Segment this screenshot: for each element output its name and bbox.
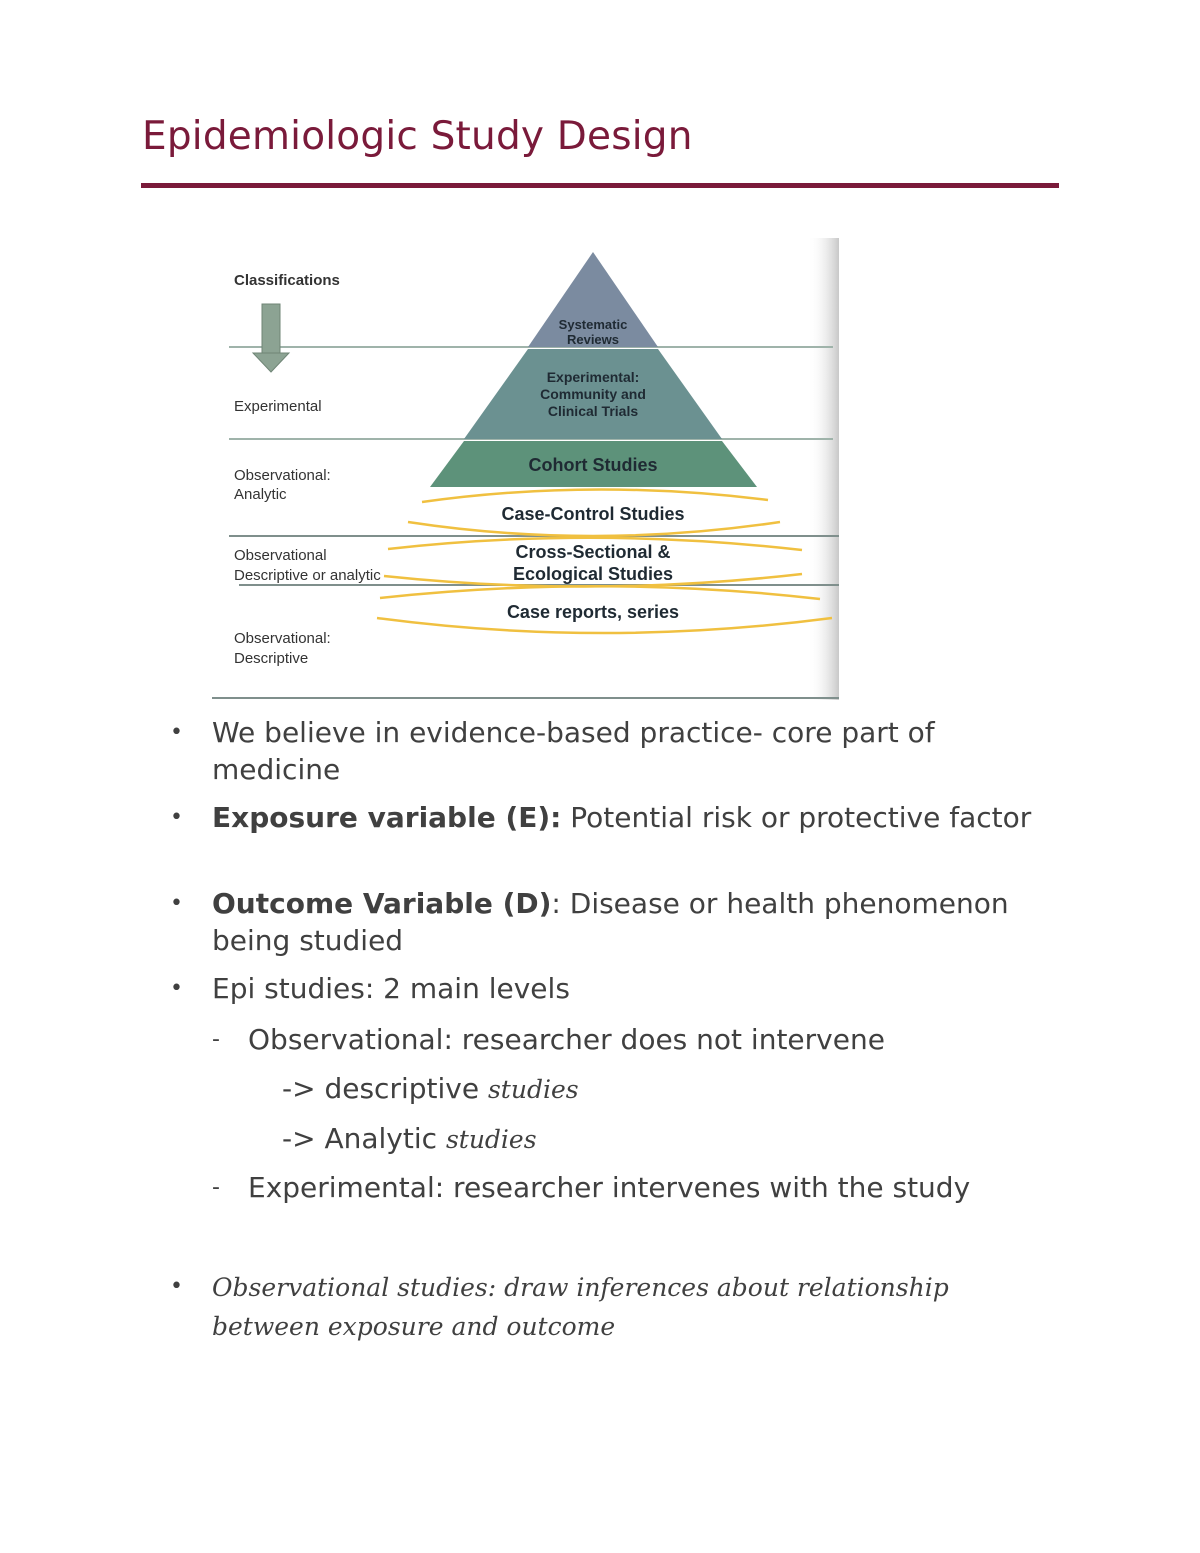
term-definition: Potential risk or protective factor (561, 801, 1032, 834)
bullet-glyph: • (170, 720, 183, 745)
label-observational-desc-analytic-1: Observational (234, 547, 327, 564)
arrow-text: -> descriptive (282, 1072, 488, 1105)
label-observational-desc-analytic-2: Descriptive or analytic (234, 567, 381, 584)
title-underline (141, 183, 1059, 188)
pyramid-label-systematic-2: Reviews (566, 332, 620, 347)
list-item-text (212, 885, 1062, 959)
dash-glyph: - (212, 1175, 220, 1200)
ring-label-cross-sectional-1: Cross-Sectional & (515, 542, 671, 562)
pyramid-label-systematic-1: Systematic (558, 317, 628, 332)
dash-glyph: - (212, 1027, 220, 1052)
label-experimental: Experimental (234, 398, 322, 415)
bullet-glyph: • (170, 976, 183, 1001)
label-observational-descriptive-1: Observational: (234, 630, 331, 647)
pyramid-label-cohort: Cohort Studies (528, 455, 658, 475)
classifications-label: Classifications (234, 272, 340, 289)
list-item-text (212, 799, 1062, 836)
label-observational-analytic-2: Analytic (234, 486, 287, 503)
italic-word: studies (445, 1125, 537, 1154)
bullet-glyph: • (170, 891, 183, 916)
ring-label-case-reports: Case reports, series (506, 602, 680, 622)
pyramid-label-experimental-1: Experimental: (546, 369, 640, 385)
study-design-pyramid-figure (212, 238, 839, 700)
sub-list-item-text: Experimental: researcher intervenes with the study (248, 1171, 971, 1204)
italic-word: studies (487, 1075, 579, 1104)
list-item-text: Epi studies: 2 main levels (212, 972, 570, 1005)
sub-sub-list-item-text (282, 1120, 537, 1158)
pyramid-label-experimental-2: Community and (540, 386, 646, 402)
term-outcome-variable: Outcome Variable (D) (212, 887, 552, 920)
figure-edge-shadow (808, 238, 839, 700)
pyramid-label-experimental-3: Clinical Trials (547, 403, 639, 419)
arrow-text: -> Analytic (282, 1122, 446, 1155)
ring-label-case-control: Case-Control Studies (501, 504, 685, 524)
list-item-text: We believe in evidence-based practice- core part of medicine (212, 716, 935, 786)
label-observational-descriptive-2: Descriptive (234, 650, 309, 667)
list-item-text: Observational studies: draw inferences about relationship between exposure and outcome (212, 1273, 949, 1341)
label-observational-analytic-1: Observational: (234, 467, 331, 484)
sub-sub-list-item-text (282, 1070, 579, 1108)
bullet-glyph: • (170, 805, 183, 830)
bullet-glyph: • (170, 1274, 183, 1299)
ring-label-cross-sectional-2: Ecological Studies (512, 564, 674, 584)
sub-list-item-text: Observational: researcher does not intervene (248, 1023, 885, 1056)
term-exposure-variable: Exposure variable (E): (212, 801, 562, 834)
page-title: Epidemiologic Study Design (142, 114, 693, 159)
term-definition: : Disease or health phenomenon being studied (212, 887, 1009, 957)
